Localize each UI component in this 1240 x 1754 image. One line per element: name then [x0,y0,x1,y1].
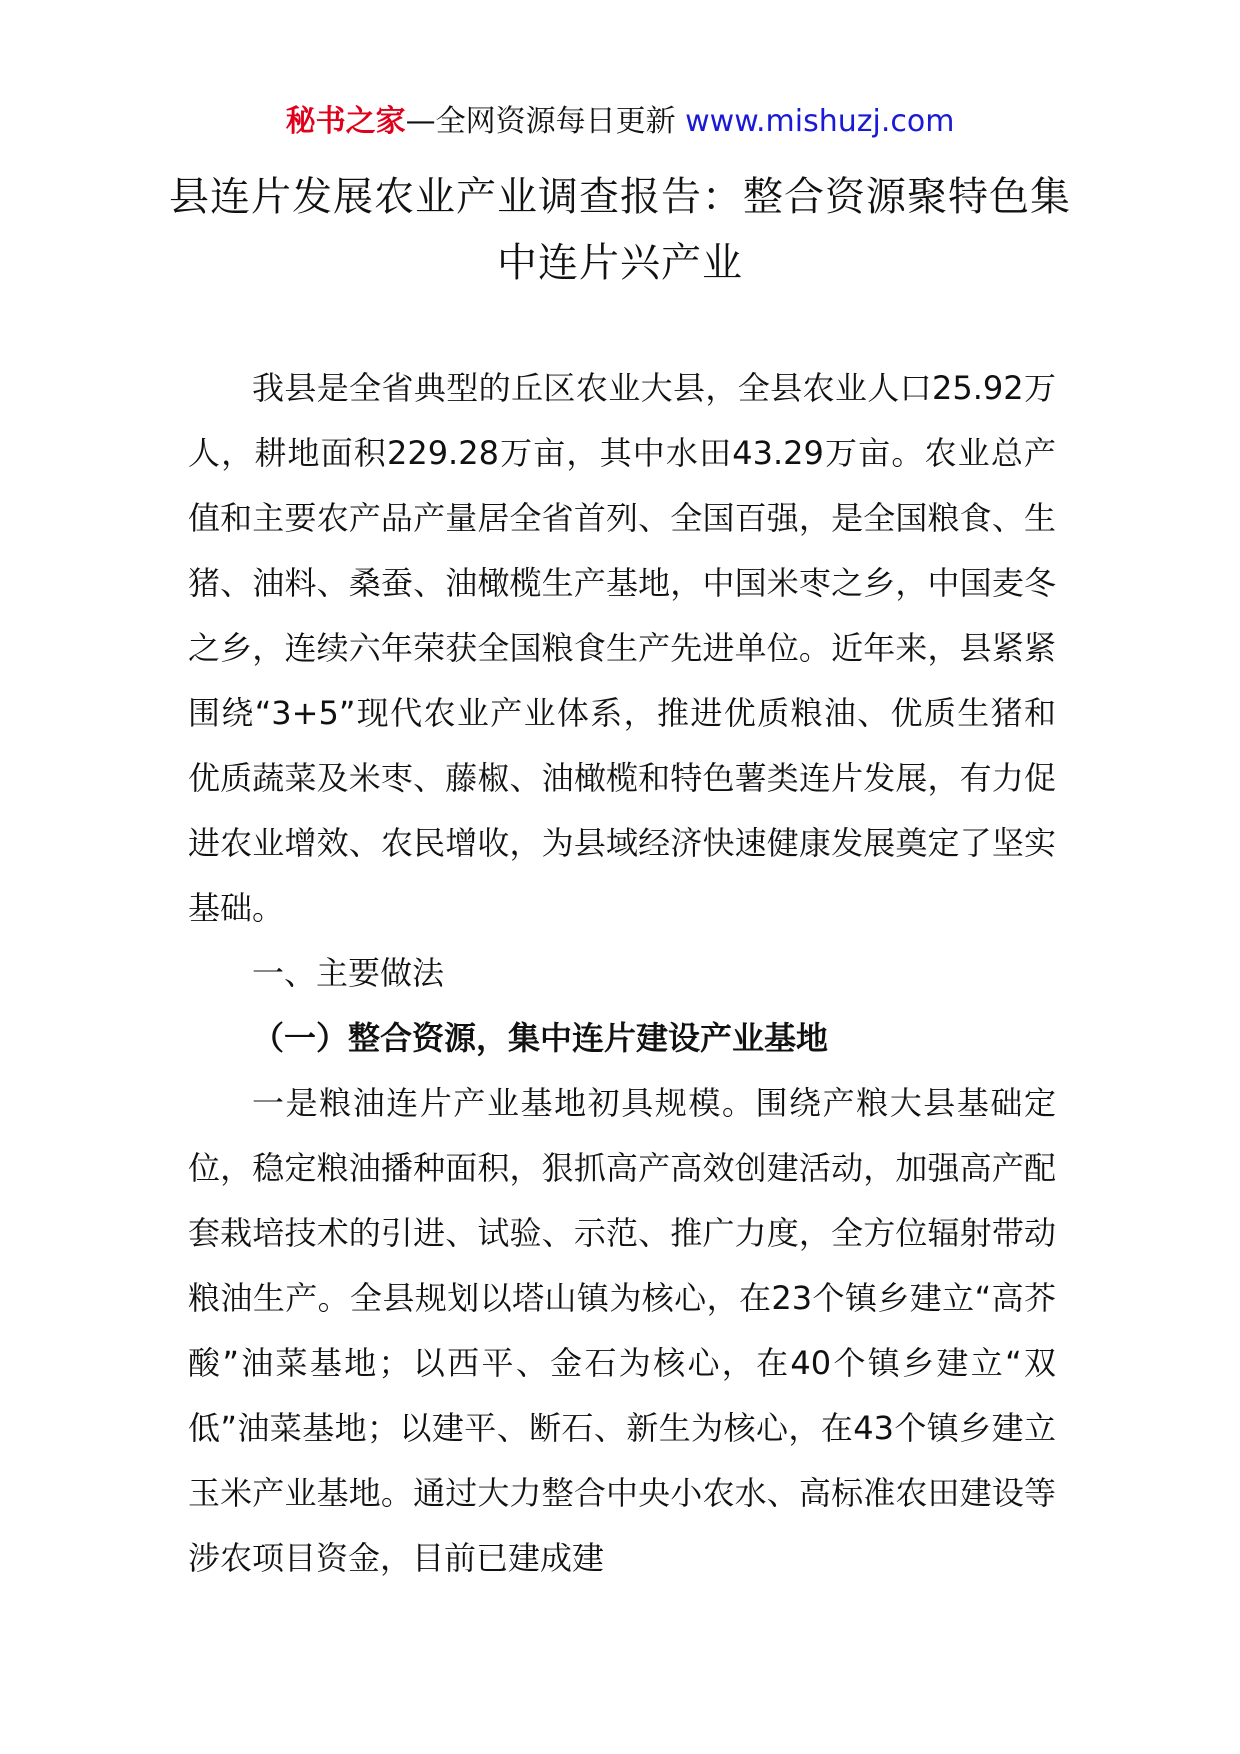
section-heading: 一、主要做法 [252,954,445,992]
subsection-heading: （一）整合资源，集中连片建设产业基地 [252,1019,829,1057]
brand-name: 秘书之家 [285,104,406,139]
site-url-link[interactable]: www.mishuzj.com [685,104,955,139]
intro-paragraph: 我县是全省典型的丘区农业大县，全县农业人口25.92万人，耕地面积229.28万亩，其中水田43.29万亩。农业总产值和主要农产品产量居全省首列、全国百强，是全国粮食、生猪、油料、桑蚕、油橄榄生产基地，中国米枣之乡，中国麦冬之乡，连续六年荣获全国粮食生产先进单位。近年来，县紧紧围绕“3+5”现代农业产业体系，推进优质粮油、优质生猪和优质蔬菜及米枣、藤椒、油橄榄和特色薯类连片发展，有力促进农业增效、农民增收，为县域经济快速健康发展奠定了坚实基础。 [188,369,1056,927]
document-title: 县连片发展农业产业调查报告：整合资源聚特色集中连片兴产业 [169,174,1071,286]
site-header [0,100,1240,144]
header-tagline: —全网资源每日更新 [405,104,676,139]
document-body [188,356,1056,1591]
body-paragraph: 一是粮油连片产业基地初具规模。围绕产粮大县基础定位，稳定粮油播种面积，狠抓高产高效创建活动，加强高产配套栽培技术的引进、试验、示范、推广力度，全方位辐射带动粮油生产。全县规划以塔山镇为核心，在23个镇乡建立“高芥酸”油菜基地；以西平、金石为核心，在40个镇乡建立“双低”油菜基地；以建平、断石、新生为核心，在43个镇乡建立玉米产业基地。通过大力整合中央小农水、高标准农田建设等涉农项目资金，目前已建成建 [188,1084,1056,1577]
